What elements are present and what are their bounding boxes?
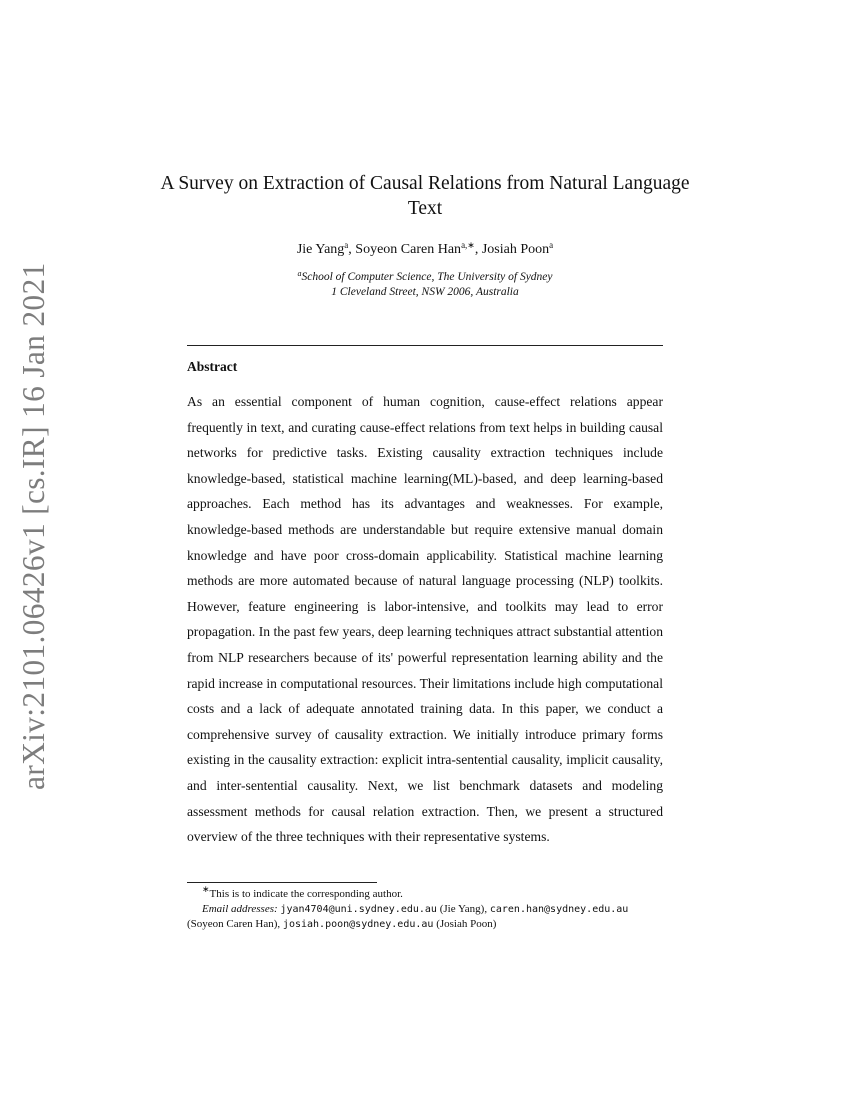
affiliation-address: 1 Cleveland Street, NSW 2006, Australia	[331, 286, 519, 298]
author-list: Jie Yang$^a$, Soyeon Caren Han$^{a,∗}$, Josiah Poon$^a$	[296, 240, 554, 257]
email-link[interactable]: josiah.poon@sydney.edu.au	[282, 919, 434, 930]
abstract-heading: Abstract	[187, 359, 238, 374]
author-name: Josiah Poon	[481, 242, 550, 257]
affiliation	[150, 270, 700, 300]
email-owner: (Josiah Poon)	[436, 918, 497, 930]
footnote-divider	[187, 882, 377, 883]
email-owner: (Soyeon Caren Han),	[187, 918, 281, 930]
author-name: Soyeon Caren Han	[355, 242, 462, 257]
email-link[interactable]: caren.han@sydney.edu.au	[489, 904, 629, 915]
arxiv-identifier-stamp: arXiv:2101.06426v1 [cs.IR] 16 Jan 2021	[16, 262, 51, 790]
email-owner: (Jie Yang),	[439, 903, 488, 915]
footnote-corresponding	[187, 884, 663, 902]
author-affiliation-mark: a,∗	[461, 240, 475, 250]
author-affiliation-mark: a	[549, 240, 554, 250]
footnote-text: This is to indicate the corresponding author.	[209, 888, 403, 900]
abstract-text: As an essential component of human cognition, cause-effect relations appear frequently in text, and curating cause-effect relations from text helps in building causal networks for predictive tasks. Existing causality extraction techniques include knowledge-based, statistical machine learning(ML)-based, and deep learning-based approaches. Each method has its advantages and weaknesses. For example, knowledge-based methods are understandable but require extensive manual domain knowledge and have poor cross-domain applicability. Statistical machine learning methods are more automated because of natural language processing (NLP) toolkits. However, feature engineering is labor-intensive, and toolkits may lead to error propagation. In the past few years, deep learning techniques attract substantial attention from NLP researchers because of its' powerful representation learning ability and the rapid increase in computational resources. Their limitations include high computational costs and a lack of adequate annotated training data. In this paper, we conduct a comprehensive survey of causality extraction. We initially introduce primary forms existing in the causality extraction: explicit intra-sentential causality, implicit causality, and inter-sentential causality. Next, we list benchmark datasets and modeling assessment methods for causal relation extraction. Then, we present a structured overview of the three techniques with their representative systems.	[187, 394, 663, 845]
author-name: Jie Yang	[296, 242, 345, 257]
email-link[interactable]: jyan4704@uni.sydney.edu.au	[280, 904, 437, 915]
affiliation-line	[150, 270, 700, 285]
affiliation-mark: a	[297, 269, 302, 278]
paper-title: A Survey on Extraction of Causal Relations from Natural Language Text	[160, 173, 690, 219]
title-divider	[187, 345, 663, 346]
footnote-emails	[187, 902, 663, 932]
affiliation-institution: School of Computer Science, The University of Sydney	[301, 271, 553, 283]
footnote	[187, 884, 663, 932]
email-label: Email addresses:	[202, 903, 278, 915]
footnote-mark: ∗	[202, 884, 210, 894]
author-affiliation-mark: a	[344, 240, 349, 250]
